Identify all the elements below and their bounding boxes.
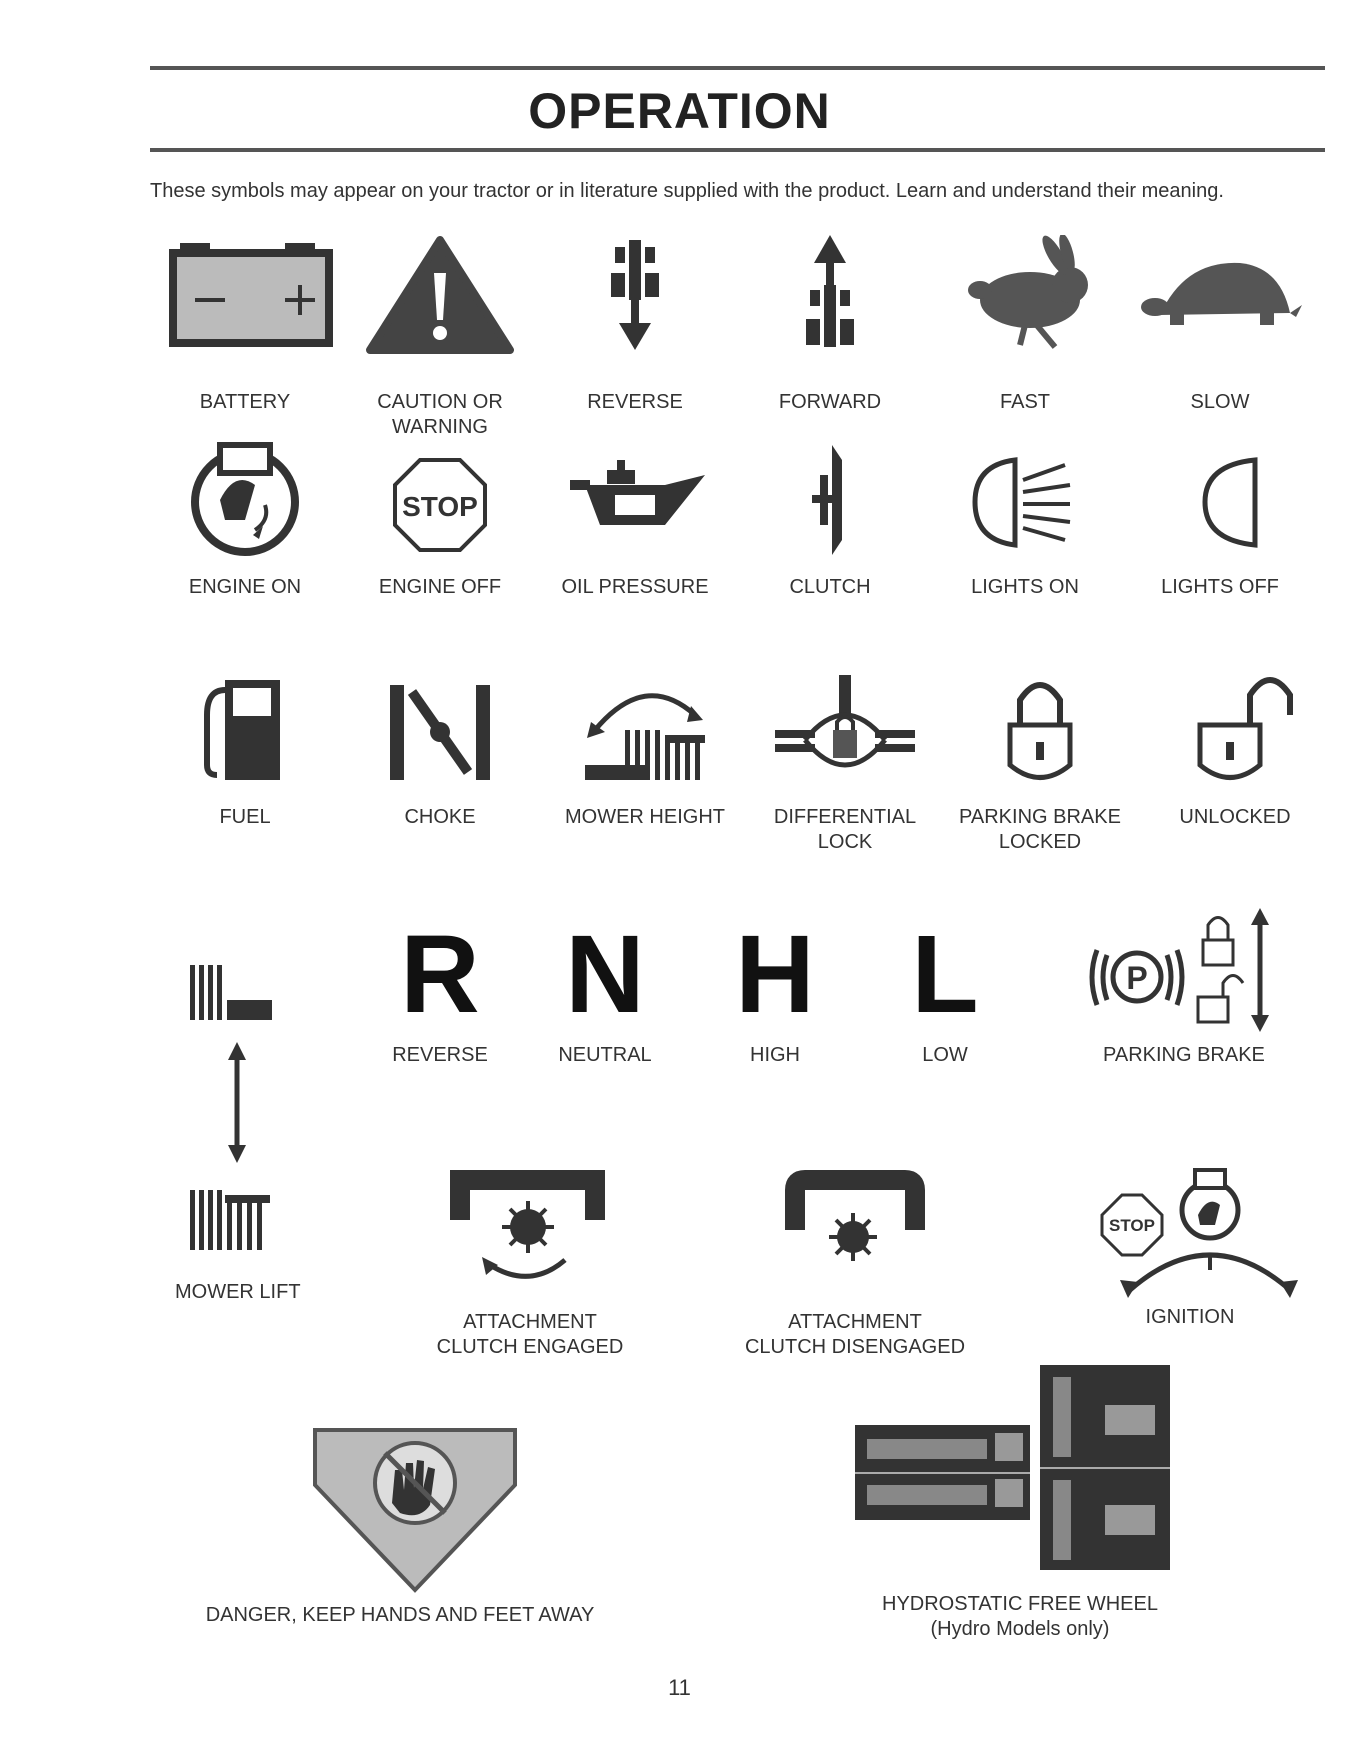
symbol-label: ATTACHMENT CLUTCH ENGAGED bbox=[436, 1311, 624, 1358]
symbol-lights-on bbox=[925, 440, 1125, 600]
symbol-ignition bbox=[1080, 1160, 1300, 1330]
symbol-clutch bbox=[730, 440, 930, 600]
symbol-label: DANGER, KEEP HANDS AND FEET AWAY bbox=[205, 1604, 595, 1626]
symbol-choke bbox=[340, 670, 540, 830]
gear-letter: L bbox=[911, 913, 979, 1036]
symbol-label: HYDROSTATIC FREE WHEEL (Hydro Models only) bbox=[882, 1593, 1158, 1640]
symbol-oil-pressure bbox=[535, 440, 735, 600]
page-number: 11 bbox=[668, 1675, 691, 1700]
mower-height-icon bbox=[555, 670, 735, 790]
rabbit-icon bbox=[935, 235, 1115, 355]
lights-on-icon bbox=[935, 440, 1115, 560]
symbol-parking-brake bbox=[1065, 905, 1305, 1068]
symbol-label: ENGINE OFF bbox=[378, 576, 502, 598]
symbol-label: MOWER HEIGHT bbox=[565, 806, 725, 828]
symbol-label: CHOKE bbox=[404, 806, 476, 828]
symbol-slow bbox=[1120, 235, 1320, 415]
symbol-forward bbox=[730, 235, 930, 415]
symbol-label: REVERSE bbox=[392, 1044, 488, 1066]
symbol-danger-hands bbox=[160, 1425, 640, 1628]
symbol-label: FUEL bbox=[219, 806, 271, 828]
symbol-engine-on bbox=[145, 440, 345, 600]
symbol-label: REVERSE bbox=[587, 391, 683, 413]
gear-letter: R bbox=[400, 913, 480, 1036]
gear-letter: H bbox=[735, 913, 815, 1036]
battery-icon bbox=[155, 235, 335, 355]
intro-text: These symbols may appear on your tractor or in literature supplied with the product. Learn and understand their meaning. bbox=[150, 180, 1224, 202]
stop-sign-icon bbox=[350, 440, 530, 560]
clutch-icon bbox=[740, 440, 920, 560]
symbol-label: LIGHTS ON bbox=[971, 576, 1079, 598]
symbol-engine-off bbox=[340, 440, 540, 600]
p-letter: P bbox=[1126, 960, 1148, 996]
symbol-label: IGNITION bbox=[1145, 1306, 1235, 1328]
padlock-locked-icon bbox=[950, 670, 1130, 790]
symbol-mower-height bbox=[545, 670, 745, 830]
symbol-label: BATTERY bbox=[199, 391, 291, 413]
symbol-caution bbox=[340, 235, 540, 440]
fuel-pump-icon bbox=[155, 670, 335, 790]
symbol-label: PARKING BRAKE LOCKED bbox=[959, 806, 1121, 853]
symbol-gear-low bbox=[845, 915, 1045, 1068]
symbol-fast bbox=[925, 235, 1125, 415]
symbol-mower-lift bbox=[145, 950, 345, 1305]
symbol-fuel bbox=[145, 670, 345, 830]
reverse-arrow-icon bbox=[545, 235, 725, 355]
differential-lock-icon bbox=[755, 670, 935, 790]
attachment-clutch-disengaged-icon bbox=[735, 1165, 975, 1295]
symbol-label: ENGINE ON bbox=[188, 576, 302, 598]
oil-can-icon bbox=[545, 440, 725, 560]
symbol-battery bbox=[145, 235, 345, 415]
symbol-attachment-clutch-engaged bbox=[410, 1165, 650, 1360]
symbol-label: SLOW bbox=[1190, 391, 1250, 413]
choke-icon bbox=[350, 670, 530, 790]
hydrostatic-free-wheel-icon bbox=[855, 1365, 1185, 1580]
warning-triangle-icon bbox=[350, 235, 530, 355]
symbol-lights-off bbox=[1120, 440, 1320, 600]
symbol-reverse bbox=[535, 235, 735, 415]
title-underline-rule bbox=[150, 148, 1325, 152]
danger-hand-icon bbox=[160, 1425, 640, 1595]
turtle-icon bbox=[1130, 235, 1310, 355]
symbol-differential-lock bbox=[745, 670, 945, 855]
symbol-label: NEUTRAL bbox=[558, 1044, 652, 1066]
symbol-unlocked bbox=[1135, 670, 1335, 830]
symbol-label: CLUTCH bbox=[789, 576, 871, 598]
stop-text: STOP bbox=[402, 491, 478, 522]
attachment-clutch-engaged-icon bbox=[410, 1165, 650, 1295]
lights-off-icon bbox=[1130, 440, 1310, 560]
symbol-label: HIGH bbox=[750, 1044, 800, 1066]
mower-lift-icon bbox=[145, 950, 345, 1280]
parking-brake-icon bbox=[1065, 905, 1305, 1035]
symbol-label: OIL PRESSURE bbox=[561, 576, 709, 598]
ignition-icon bbox=[1080, 1160, 1300, 1300]
symbol-label: LIGHTS OFF bbox=[1161, 576, 1279, 598]
symbol-label: MOWER LIFT bbox=[175, 1281, 301, 1303]
symbol-label: DIFFERENTIAL LOCK bbox=[773, 806, 917, 853]
symbol-attachment-clutch-disengaged bbox=[735, 1165, 975, 1360]
symbol-label: FAST bbox=[999, 391, 1050, 413]
top-rule bbox=[150, 66, 1325, 70]
symbol-parking-brake-locked bbox=[940, 670, 1140, 855]
padlock-unlocked-icon bbox=[1145, 670, 1325, 790]
symbol-label: UNLOCKED bbox=[1179, 806, 1291, 828]
stop-text: STOP bbox=[1109, 1216, 1155, 1235]
gear-letter: N bbox=[565, 913, 645, 1036]
symbol-hydrostatic-free-wheel bbox=[855, 1365, 1185, 1642]
symbol-label: CAUTION OR WARNING bbox=[377, 391, 503, 438]
symbol-label: LOW bbox=[922, 1044, 968, 1066]
symbol-label: FORWARD bbox=[778, 391, 882, 413]
symbol-label: ATTACHMENT CLUTCH DISENGAGED bbox=[744, 1311, 966, 1358]
page-title: OPERATION bbox=[528, 83, 831, 139]
symbol-label: PARKING BRAKE bbox=[1103, 1044, 1265, 1066]
forward-arrow-icon bbox=[740, 235, 920, 355]
engine-on-icon bbox=[155, 440, 335, 560]
